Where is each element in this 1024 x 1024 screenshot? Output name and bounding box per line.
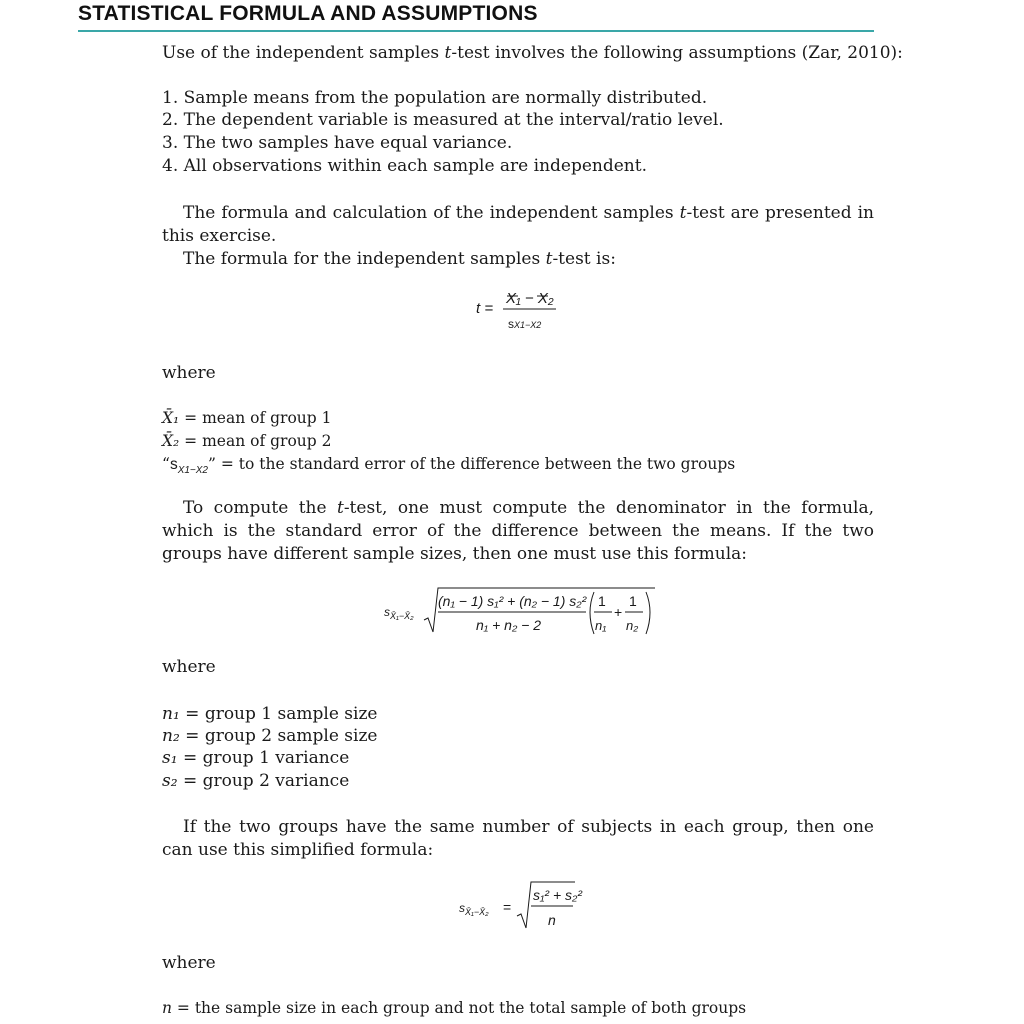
formula-denominator: n₁ + n₂ − 2 xyxy=(476,617,542,633)
assumption-item: 3. The two samples have equal variance. xyxy=(162,133,513,153)
assumption-item: 4. All observations within each sample are independent. xyxy=(162,156,647,176)
t-test-formula xyxy=(470,283,590,335)
definition-x1: X̄₁ = mean of group 1 xyxy=(162,409,332,427)
definition-x2: X̄₂ = mean of group 2 xyxy=(162,432,332,450)
left-parenthesis xyxy=(590,592,594,634)
definition-s2: s₂ = group 2 variance xyxy=(162,771,350,791)
simplified-standard-error-formula xyxy=(455,876,595,934)
formula-lead-paragraph: The formula for the independent samples t-test is: xyxy=(183,249,616,269)
standard-error-paragraph: To compute the t-test, one must compute the denominator in the formula, which is the standard error of the difference between the means. If the two groups have different sample sizes, then one must use this formula: xyxy=(162,498,874,564)
assumption-item: 1. Sample means from the population are normally distributed. xyxy=(162,88,708,108)
formula-lhs: $s_{X̄_1-X̄_2}$ xyxy=(459,901,489,917)
fraction-b-denominator: n₂ xyxy=(626,618,639,633)
simplified-formula-paragraph: If the two groups have the same number of subjects in each group, then one can use this simplified formula: xyxy=(162,817,874,860)
pooled-standard-error-formula xyxy=(380,580,660,640)
fraction-a-numerator: 1 xyxy=(598,593,606,609)
where-label: where xyxy=(162,657,216,677)
heading-rule xyxy=(78,30,874,32)
definition-s1: s₁ = group 1 variance xyxy=(162,748,350,768)
right-parenthesis xyxy=(646,592,650,634)
assumption-item: 2. The dependent variable is measured at the interval/ratio level. xyxy=(162,110,724,130)
where-label: where xyxy=(162,953,216,973)
formula-lhs: t = xyxy=(476,300,494,317)
formula-numerator: X₁ − X₂ xyxy=(506,290,554,307)
definition-standard-error: “$s_{X1-X2}$” = to the standard error of the difference between the two groups xyxy=(162,455,736,477)
definition-n1: n₁ = group 1 sample size xyxy=(162,704,378,724)
fraction-b-numerator: 1 xyxy=(629,593,637,609)
formula-intro-paragraph: The formula and calculation of the independent samples t-test are presented in this exercise. xyxy=(162,203,874,246)
where-label: where xyxy=(162,363,216,383)
fraction-a-denominator: n₁ xyxy=(595,618,607,633)
plus-sign: + xyxy=(614,604,623,620)
formula-denominator: sX1−X2 xyxy=(508,317,542,331)
formula-numerator: s₁² + s₂² xyxy=(533,887,583,903)
definition-n2: n₂ = group 2 sample size xyxy=(162,726,378,746)
formula-numerator: (n₁ − 1) s₁² + (n₂ − 1) s₂² xyxy=(438,593,587,609)
formula-lhs: $s_{X̄_1-X̄_2}$ xyxy=(384,605,414,621)
section-heading: STATISTICAL FORMULA AND ASSUMPTIONS xyxy=(78,2,538,25)
intro-paragraph: Use of the independent samples t-test involves the following assumptions (Zar, 2010): xyxy=(162,43,903,63)
formula-denominator: n xyxy=(548,912,556,928)
definition-n: n = the sample size in each group and not the total sample of both groups xyxy=(162,999,747,1017)
equals-sign: = xyxy=(503,899,512,915)
